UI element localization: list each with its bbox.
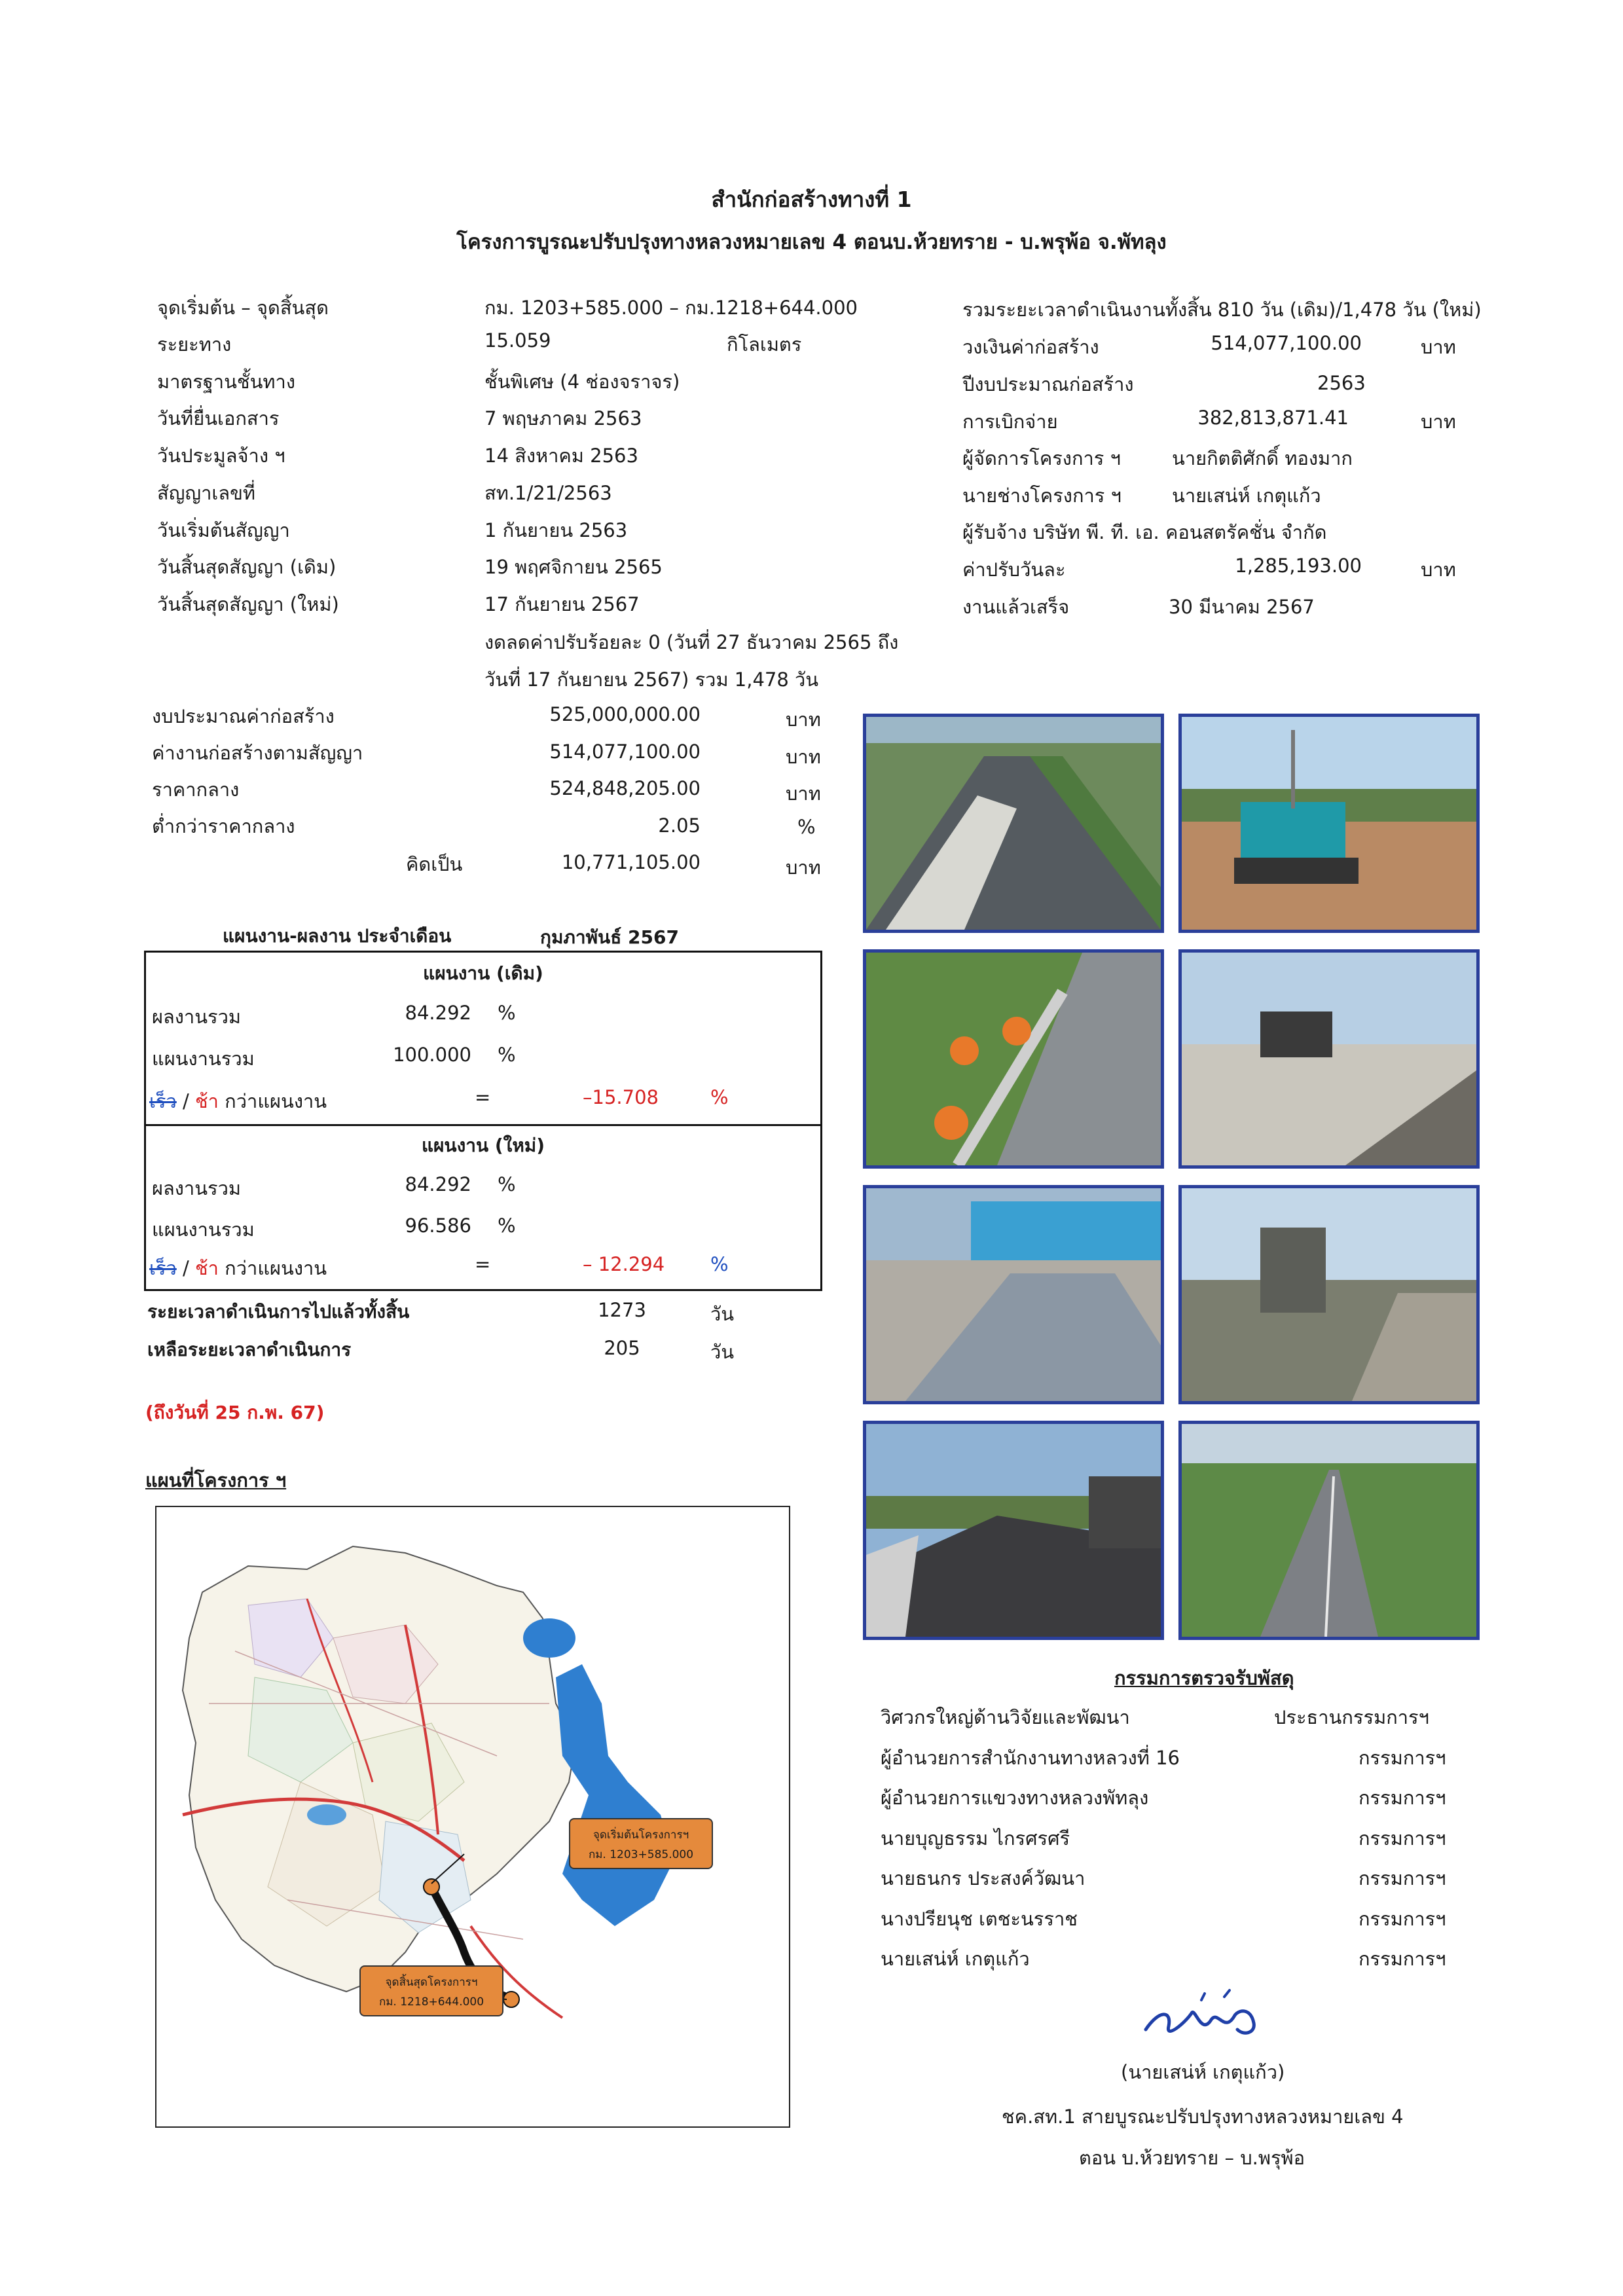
committee-member-role: ประธานกรรมการฯ bbox=[1274, 1706, 1429, 1728]
old-diff-value: –15.708 bbox=[583, 1086, 659, 1108]
start-end-label: จุดเริ่มต้น – จุดสิ้นสุด bbox=[157, 297, 329, 319]
finished-value: 30 มีนาคม 2567 bbox=[1169, 596, 1315, 618]
manager-value: นายกิตติศักดิ์ ทองมาก bbox=[1172, 447, 1353, 469]
budget-year-value: 2563 bbox=[1317, 372, 1366, 394]
photo-graphic bbox=[866, 1424, 1161, 1637]
committee-member-role: กรรมการฯ bbox=[1359, 1948, 1446, 1970]
paving-machine-photo bbox=[1178, 949, 1480, 1169]
finance-label-1: ค่างานก่อสร้างตามสัญญา bbox=[152, 742, 363, 764]
end-callout bbox=[359, 1965, 503, 2016]
old-plan-title: แผนงาน (เดิม) bbox=[423, 962, 543, 984]
signer-name: (นายเสน่ห์ เกตุแก้ว) bbox=[1121, 2061, 1285, 2083]
engineer-value: นายเสน่ห์ เกตุแก้ว bbox=[1172, 484, 1321, 507]
contract-no-label: สัญญาเลขที่ bbox=[157, 482, 256, 504]
doc-date-value: 7 พฤษภาคม 2563 bbox=[484, 407, 642, 429]
guardrail-workers-photo bbox=[863, 949, 1164, 1169]
concrete-truck-photo bbox=[1178, 1185, 1480, 1404]
end-callout-label: จุดสิ้นสุดโครงการฯ bbox=[385, 1976, 478, 1989]
new-equals: = bbox=[475, 1253, 491, 1275]
finance-equals-unit: บาท bbox=[786, 856, 821, 879]
new-slow-label: ช้า bbox=[195, 1257, 219, 1279]
old-fast-label: เร็ว bbox=[149, 1090, 177, 1112]
new-plan-label: แผนงานรวม bbox=[152, 1218, 255, 1241]
old-result-value: 84.292 bbox=[405, 1002, 471, 1024]
progress-table-divider bbox=[144, 1124, 822, 1126]
finance-unit-2: บาท bbox=[786, 782, 821, 805]
remaining-label: เหลือระยะเวลาดำเนินการ bbox=[147, 1339, 352, 1360]
finance-unit-3: % bbox=[797, 816, 816, 838]
committee-member-role: กรรมการฯ bbox=[1359, 1747, 1446, 1769]
disbursed-unit: บาท bbox=[1421, 410, 1456, 433]
committee-member-name: นายธนกร ประสงค์วัฒนา bbox=[881, 1867, 1085, 1889]
finished-label: งานแล้วเสร็จ bbox=[962, 596, 1070, 618]
page-title: สำนักก่อสร้างทางที่ 1 bbox=[711, 187, 912, 212]
finance-label-0: งบประมาณค่าก่อสร้าง bbox=[152, 705, 335, 727]
committee-member-name: นางปรียนุช เตชะนรราช bbox=[881, 1908, 1078, 1930]
manager-label: ผู้จัดการโครงการ ฯ bbox=[962, 447, 1121, 469]
committee-member-name: ผู้อำนวยการสำนักงานทางหลวงที่ 16 bbox=[881, 1747, 1180, 1769]
old-result-label: ผลงานรวม bbox=[152, 1006, 242, 1028]
remaining-value: 205 bbox=[604, 1337, 640, 1359]
road-drainage-photo bbox=[863, 714, 1164, 933]
distance-unit: กิโลเมตร bbox=[727, 333, 802, 355]
daily-fine-value: 1,285,193.00 bbox=[1235, 555, 1362, 577]
new-fast-label: เร็ว bbox=[149, 1257, 177, 1279]
finance-unit-1: บาท bbox=[786, 746, 821, 768]
new-plan-unit: % bbox=[498, 1214, 516, 1237]
finance-value-1: 514,077,100.00 bbox=[549, 740, 701, 763]
contractor-text: ผู้รับจ้าง บริษัท พี. ที. เอ. คอนสตรัคชั่น จำกัด bbox=[962, 521, 1327, 543]
old-plan-label: แผนงานรวม bbox=[152, 1048, 255, 1070]
rebar-mesh-photo bbox=[863, 1185, 1164, 1404]
finance-label-2: ราคากลาง bbox=[152, 778, 240, 801]
new-result-unit: % bbox=[498, 1173, 516, 1195]
elapsed-value: 1273 bbox=[598, 1299, 646, 1321]
photo-graphic bbox=[866, 953, 1161, 1165]
engineer-label: นายช่างโครงการ ฯ bbox=[962, 484, 1122, 507]
standard-value: ชั้นพิเศษ (4 ช่องจราจร) bbox=[484, 371, 680, 393]
contract-end-new-label: วันสิ้นสุดสัญญา (ใหม่) bbox=[157, 593, 339, 615]
old-plan-value: 100.000 bbox=[393, 1044, 471, 1066]
disbursed-value: 382,813,871.41 bbox=[1197, 407, 1349, 429]
committee-member-role: กรรมการฯ bbox=[1359, 1787, 1446, 1809]
old-equals: = bbox=[475, 1086, 491, 1108]
budget-amount-unit: บาท bbox=[1421, 336, 1456, 358]
start-callout-km: กม. 1203+585.000 bbox=[588, 1848, 694, 1861]
elapsed-unit: วัน bbox=[710, 1303, 735, 1325]
old-plan-unit: % bbox=[498, 1044, 516, 1066]
aerial-highway-photo bbox=[1178, 1421, 1480, 1640]
start-callout bbox=[569, 1818, 713, 1869]
committee-member-name: ผู้อำนวยการแขวงทางหลวงพัทลุง bbox=[881, 1787, 1149, 1809]
signer-title-line1: ชค.สท.1 สายบูรณะปรับปรุงทางหลวงหมายเลข 4 bbox=[1002, 2105, 1404, 2128]
budget-amount-label: วงเงินค่าก่อสร้าง bbox=[962, 336, 1099, 358]
photo-graphic bbox=[1182, 1188, 1476, 1401]
new-compare-row bbox=[149, 1253, 327, 1283]
remaining-unit: วัน bbox=[710, 1341, 735, 1363]
old-compare-label: กว่าแผนงาน bbox=[218, 1090, 327, 1112]
daily-fine-label: ค่าปรับวันละ bbox=[962, 558, 1066, 581]
reservoir bbox=[307, 1804, 346, 1825]
duration-text: รวมระยะเวลาดำเนินงานทั้งสิ้น 810 วัน (เดิม)/1,478 วัน (ใหม่) bbox=[962, 299, 1482, 321]
lake bbox=[523, 1618, 575, 1658]
old-diff-unit: % bbox=[710, 1086, 729, 1108]
old-slash: / bbox=[176, 1090, 195, 1112]
fine-note-line1: งดลดค่าปรับร้อยละ 0 (วันที่ 27 ธันวาคม 2565 ถึง bbox=[484, 631, 899, 653]
start-callout-label: จุดเริ่มต้นโครงการฯ bbox=[593, 1829, 689, 1842]
project-map bbox=[155, 1506, 790, 2128]
photo-graphic bbox=[1182, 953, 1476, 1165]
budget-amount-value: 514,077,100.00 bbox=[1211, 332, 1362, 354]
disbursed-label: การเบิกจ่าย bbox=[962, 410, 1058, 433]
contract-end-old-label: วันสิ้นสุดสัญญา (เดิม) bbox=[157, 556, 337, 578]
new-diff-unit: % bbox=[710, 1253, 729, 1275]
photo-graphic bbox=[866, 1188, 1161, 1401]
new-slash: / bbox=[176, 1257, 195, 1279]
new-result-value: 84.292 bbox=[405, 1173, 471, 1195]
photo-graphic bbox=[866, 717, 1161, 930]
old-compare-row bbox=[149, 1086, 327, 1116]
distance-label: ระยะทาง bbox=[157, 333, 232, 355]
photo-graphic bbox=[1182, 717, 1476, 930]
handwritten-signature bbox=[1139, 1984, 1283, 2049]
doc-date-label: วันที่ยื่นเอกสาร bbox=[157, 407, 280, 429]
finance-value-2: 524,848,205.00 bbox=[549, 777, 701, 799]
contract-end-old-value: 19 พฤศจิกายน 2565 bbox=[484, 556, 663, 578]
contract-no-value: สท.1/21/2563 bbox=[484, 482, 612, 504]
map-graphic bbox=[156, 1507, 789, 2126]
committee-member-role: กรรมการฯ bbox=[1359, 1908, 1446, 1930]
committee-member-name: วิศวกรใหญ่ด้านวิจัยและพัฒนา bbox=[881, 1706, 1130, 1728]
new-plan-value: 96.586 bbox=[405, 1214, 471, 1237]
start-end-value: กม. 1203+585.000 – กม.1218+644.000 bbox=[484, 297, 858, 319]
standard-label: มาตรฐานชั้นทาง bbox=[157, 371, 295, 393]
committee-member-name: นายบุญธรรม ไกรศรศรี bbox=[881, 1827, 1070, 1850]
end-callout-km: กม. 1218+644.000 bbox=[378, 1995, 484, 2009]
as-of-date: (ถึงวันที่ 25 ก.พ. 67) bbox=[145, 1402, 325, 1423]
bid-date-label: วันประมูลจ้าง ฯ bbox=[157, 445, 285, 467]
committee-member-name: นายเสน่ห์ เกตุแก้ว bbox=[881, 1948, 1030, 1970]
finance-unit-0: บาท bbox=[786, 708, 821, 731]
committee-member-role: กรรมการฯ bbox=[1359, 1867, 1446, 1889]
committee-member-role: กรรมการฯ bbox=[1359, 1827, 1446, 1850]
finance-label-3: ต่ำกว่าราคากลาง bbox=[152, 815, 295, 837]
new-diff-value: – 12.294 bbox=[583, 1253, 665, 1275]
progress-heading: แผนงาน-ผลงาน ประจำเดือน bbox=[223, 925, 452, 947]
bid-date-value: 14 สิงหาคม 2563 bbox=[484, 445, 638, 467]
progress-month: กุมภาพันธ์ 2567 bbox=[540, 926, 679, 948]
daily-fine-unit: บาท bbox=[1421, 558, 1456, 581]
finance-value-0: 525,000,000.00 bbox=[549, 703, 701, 725]
songkhla-lake bbox=[556, 1664, 674, 1926]
budget-year-label: ปีงบประมาณก่อสร้าง bbox=[962, 373, 1134, 395]
contract-start-label: วันเริ่มต้นสัญญา bbox=[157, 519, 290, 541]
asphalt-paving-photo bbox=[863, 1421, 1164, 1640]
new-plan-title: แผนงาน (ใหม่) bbox=[421, 1135, 545, 1156]
fine-note-line2: วันที่ 17 กันยายน 2567) รวม 1,478 วัน bbox=[484, 668, 819, 691]
excavator-photo bbox=[1178, 714, 1480, 933]
new-result-label: ผลงานรวม bbox=[152, 1177, 242, 1199]
new-compare-label: กว่าแผนงาน bbox=[218, 1257, 327, 1279]
old-result-unit: % bbox=[498, 1002, 516, 1024]
finance-equals-value: 10,771,105.00 bbox=[561, 851, 701, 873]
contract-end-new-value: 17 กันยายน 2567 bbox=[484, 593, 640, 615]
signer-title-line2: ตอน บ.ห้วยทราย – บ.พรุพ้อ bbox=[1079, 2147, 1305, 2169]
photo-graphic bbox=[1182, 1424, 1476, 1637]
map-heading: แผนที่โครงการ ฯ bbox=[145, 1469, 287, 1491]
finance-equals-label: คิดเป็น bbox=[406, 853, 463, 875]
elapsed-label: ระยะเวลาดำเนินการไปแล้วทั้งสิ้น bbox=[147, 1301, 410, 1322]
committee-heading: กรรมการตรวจรับพัสดุ bbox=[1114, 1667, 1294, 1689]
old-slow-label: ช้า bbox=[195, 1090, 219, 1112]
distance-value: 15.059 bbox=[484, 329, 551, 352]
start-point-marker bbox=[424, 1879, 439, 1895]
contract-start-value: 1 กันยายน 2563 bbox=[484, 519, 628, 541]
finance-value-3: 2.05 bbox=[658, 814, 701, 837]
project-subtitle: โครงการบูรณะปรับปรุงทางหลวงหมายเลข 4 ตอนบ.ห้วยทราย - บ.พรุพ้อ จ.พัทลุง bbox=[456, 230, 1167, 254]
